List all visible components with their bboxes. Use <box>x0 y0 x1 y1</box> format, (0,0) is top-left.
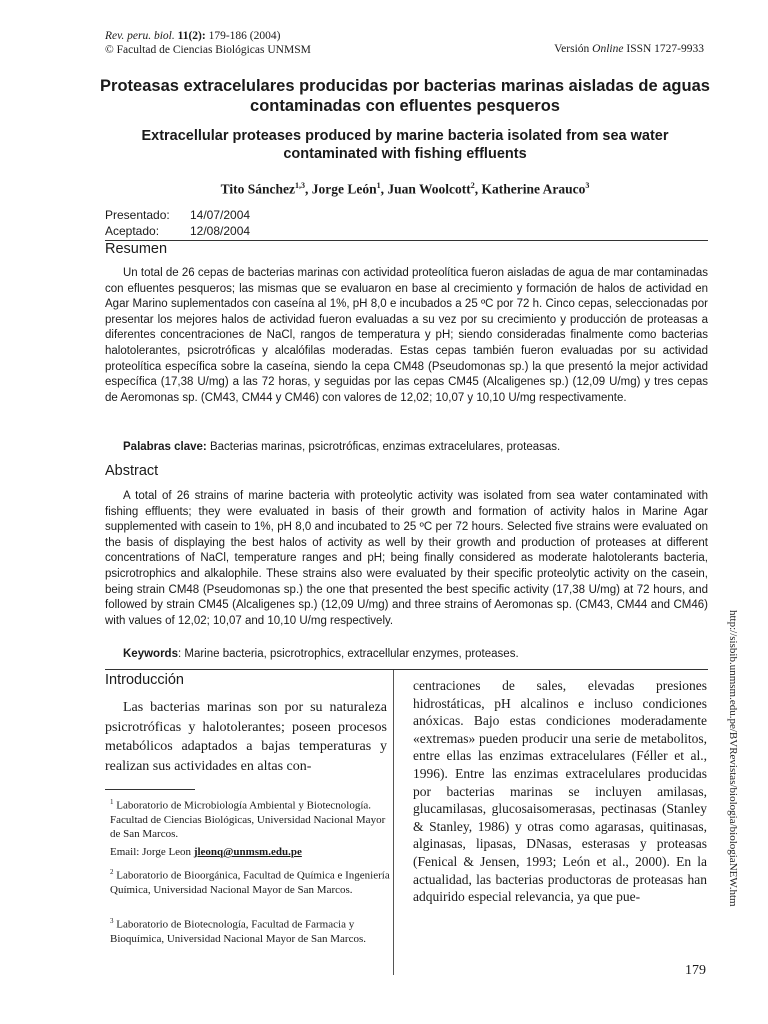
footnote-text: Laboratorio de Microbiología Ambiental y Biotecnología. Facultad de Ciencias Biológicas, Universidad Nacional Mayor de San Marcos. <box>110 799 386 840</box>
footnote-marker: 2 <box>110 868 114 876</box>
footnote-1 <box>110 795 390 841</box>
submitted-label: Presentado: <box>105 208 170 222</box>
abstract-keywords <box>123 648 519 660</box>
section-divider <box>105 669 708 670</box>
abstract-heading: Abstract <box>105 463 159 479</box>
author-list: Tito Sánchez$^{1,3}$, Jorge León$^1$, Juan Woolcott$^2$, Katherine Arauco$^3$ <box>220 181 590 197</box>
side-url[interactable]: http://sisbib.unmsm.edu.pe/BVRevistas/biologia/biologiaNEW.htm <box>727 610 739 907</box>
abstract-text: A total of 26 strains of marine bacteria with proteolytic activity was isolated from sea water contaminated with fishing effluents; they were evaluated in basis of their growth and formation of activity halos in Marine Agar supplemented with casein to 1%, pH 8,0 and incubated to 25 ºC per 72 hours. Selected five strains were evaluated on the basis of displaying the best halos of activity as well by their growth and production of proteases at different concentrations of NaCl, temperature ranges and pH; being finally considered as moderate halotolerants bacteria, psicrotrophics and alkalophile. These strains also were evaluated by their specific proteolytic activity on the casein, being strain CM48 (Pseudomonas sp.) the one that presented the best specific activity (17,38 U/mg) at 72 hours, and followed by strain CM45 (Alcaligenes sp.) (12,09 U/mg) and three strains of Aeromonas sp. (CM43, CM44 and CM46) with values of 12,02; 10,07 and 10,10 U/mg respectively. <box>105 490 708 627</box>
section-divider <box>105 240 708 241</box>
footnote-rule <box>105 789 195 790</box>
footnote-marker: 1 <box>110 798 114 806</box>
journal-volume: 11(2): <box>177 30 206 42</box>
intro-heading: Introducción <box>105 672 184 688</box>
journal-header <box>105 29 311 57</box>
journal-name: Rev. peru. biol. <box>105 30 175 42</box>
resumen-keywords <box>123 441 560 453</box>
keywords-list: Bacterias marinas, psicrotróficas, enzimas extracelulares, proteasas. <box>206 441 561 453</box>
keywords-label: Keywords <box>123 648 178 660</box>
author-affiliation: 2 <box>470 181 475 190</box>
title-english: Extracellular proteases produced by marine bacteria isolated from sea water contaminated with fishing effluents <box>141 128 669 162</box>
page-number: 179 <box>685 963 706 978</box>
accepted-label: Aceptado: <box>105 224 160 238</box>
author-affiliation: 3 <box>585 181 590 190</box>
issn-line <box>554 43 704 55</box>
footnote-3 <box>110 914 390 946</box>
submitted-date: 14/07/2004 <box>190 208 251 222</box>
issn: ISSN 1727-9933 <box>623 43 704 55</box>
footnote-text: Laboratorio de Bioorgánica, Facultad de Química e Ingeniería Química, Universidad Nacional Mayor de San Marcos. <box>110 869 390 896</box>
resumen-heading: Resumen <box>105 241 168 257</box>
journal-pages: 179-186 (2004) <box>205 30 281 42</box>
resumen-text: Un total de 26 cepas de bacterias marinas con actividad proteolítica fueron aisladas de agua de mar contaminadas con efluentes pesqueros; las mismas que se evaluaron en base al crecimiento y formación de halos de actividad en Agar Marino suplementados con caseína al 1%, pH 8,0 e incubados a 25 ºC por 72 h. Cinco cepas, seleccionadas por presentar los mejores halos de actividad fueron evaluadas a su vez por su crecimiento y producción de proteasas a diferentes concentraciones de NaCl, rangos de temperatura y pH; siendo consideradas finalmente como bacterias halotolerantes, psicrotróficas y alcalófilas moderadas. Estas cepas también fueron evaluadas por su actividad proteolítica específica sobre la caseína, siendo la cepa CM48 (Pseudomonas sp.) la que presentó la mejor actividad específica (17,38 U/mg) a las 72 horas, y seguidas por las cepas CM45 (Alcaligenes sp.) (12,09 U/mg) y tres cepas de Aeromonas sp. (CM43, CM44 y CM46) con valores de 12,02; 10,07 y 10,10 U/mg respectivamente. <box>105 267 708 404</box>
intro-right-text: centraciones de sales, elevadas presiones hidrostáticas, pH alcalinos e incluso condiciones anóxicas. Bajo estas condiciones moderadamente «extremas» pueden producir una serie de metabolitos, entre ellas las enzimas extracelulares (Féller et al., 1996). Entre las enzimas extracelulares producidas por bacterias marinas se incluyen amilasas, glucamilasas, glucosaisomerasas, pectinasas (Stanley & Stanley, 1986) y otras como agarasas, quitinasas, alginasas, lipasas, DNasas, esterasas y proteasas (Fenical & Jensen, 1993; León et al., 2000). En la actualidad, las bacterias productoras de proteasas han adquirido especial relevancia, ya que pue- <box>413 678 707 905</box>
keywords-label: Palabras clave: <box>123 441 207 453</box>
email-label: Email: Jorge Leon <box>110 846 194 858</box>
journal-faculty: © Facultad de Ciencias Biológicas UNMSM <box>105 44 311 56</box>
email-link[interactable]: jleonq@unmsm.edu.pe <box>193 846 302 858</box>
intro-left-text: Las bacterias marinas son por su naturaleza psicrotróficas y halotolerantes; poseen procesos metabólicos adaptados a bajas temperaturas y realizan sus actividades en altas con- <box>105 700 387 774</box>
author: Katherine Arauco <box>481 181 586 197</box>
footnote-2 <box>110 865 390 897</box>
footnote-email <box>110 845 390 859</box>
author: Tito Sánchez <box>220 181 295 197</box>
author-affiliation: 1,3 <box>295 181 305 190</box>
column-divider <box>393 670 394 975</box>
author: Jorge León <box>311 181 377 197</box>
title-spanish: Proteasas extracelulares producidas por bacterias marinas aisladas de aguas contaminadas con efluentes pesqueros <box>100 77 710 115</box>
submission-dates <box>105 207 250 239</box>
footnote-marker: 3 <box>110 917 114 925</box>
version-label: Versión <box>554 43 593 55</box>
footnote-text: Laboratorio de Biotecnología, Facultad de Farmacia y Bioquímica, Universidad Nacional Mayor de San Marcos. <box>110 918 366 945</box>
keywords-list: : Marine bacteria, psicrotrophics, extracellular enzymes, proteases. <box>177 648 519 660</box>
author: Juan Woolcott <box>387 181 471 197</box>
accepted-date: 12/08/2004 <box>190 224 251 238</box>
version-online: Online <box>592 43 624 55</box>
author-affiliation: 1 <box>376 181 381 190</box>
